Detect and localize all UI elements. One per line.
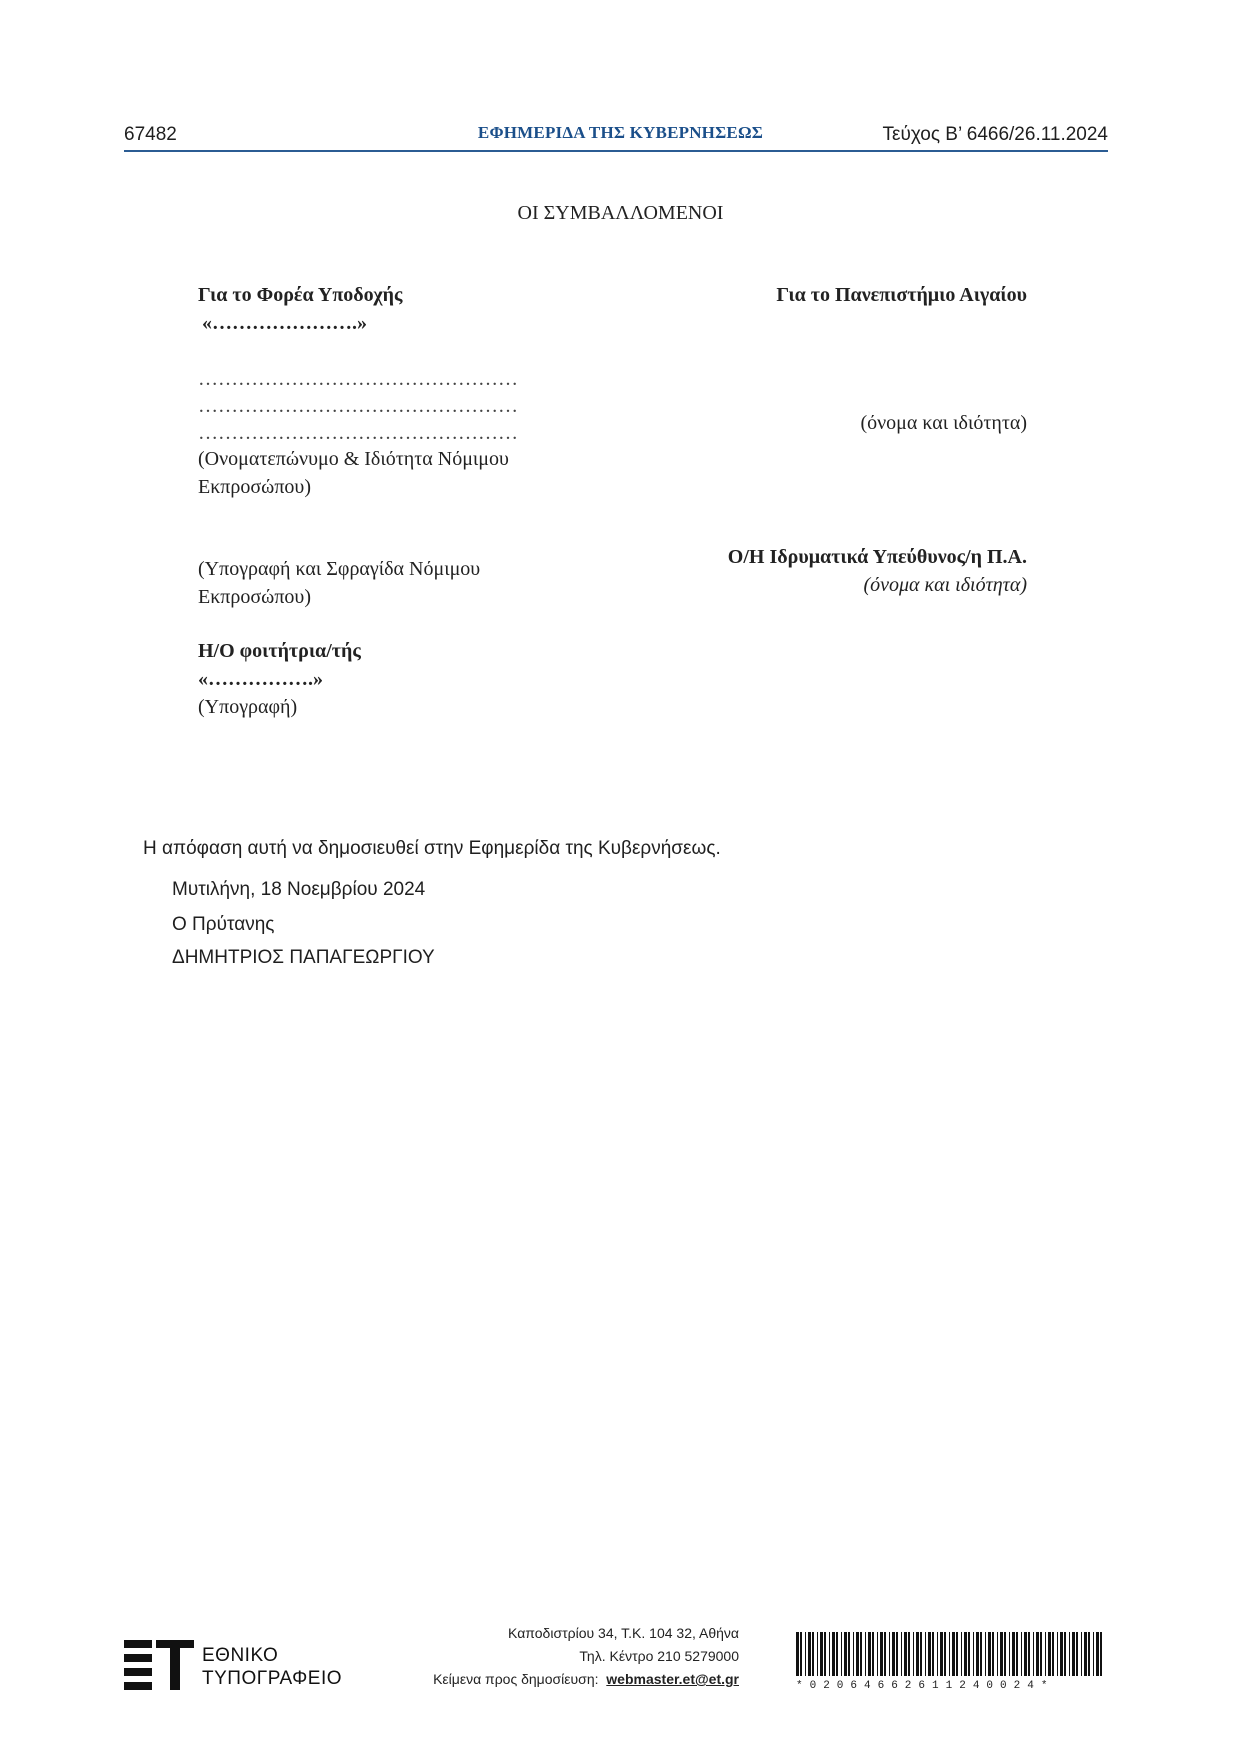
barcode-text: *02064662611240024* bbox=[796, 1680, 1055, 1692]
submission-email-link[interactable]: webmaster.et@et.gr bbox=[606, 1671, 739, 1687]
host-heading: Για το Φορέα Υποδοχής bbox=[198, 284, 403, 306]
signatory-name: ΔΗΜΗΤΡΙΟΣ ΠΑΠΑΓΕΩΡΓΙΟΥ bbox=[172, 947, 435, 968]
student-heading: Η/Ο φοιτήτρια/τής bbox=[198, 640, 361, 662]
university-caption: (όνομα και ιδιότητα) bbox=[860, 412, 1027, 434]
host-caption-line2: Εκπροσώπου) bbox=[198, 476, 311, 498]
gazette-title: ΕΦΗΜΕΡΙΔΑ ΤΗΣ ΚΥΒΕΡΝΗΣΕΩΣ bbox=[477, 123, 764, 142]
dotted-line: ………………………………………… bbox=[198, 395, 518, 417]
footer-phone: Τηλ. Κέντρο 210 5279000 bbox=[579, 1648, 739, 1664]
et-logo-icon bbox=[124, 1640, 194, 1690]
footer-submission bbox=[433, 1671, 739, 1687]
student-name-placeholder: «…………….» bbox=[198, 668, 323, 690]
dotted-line: ………………………………………… bbox=[198, 368, 518, 390]
signatory-role: Ο Πρύτανης bbox=[172, 914, 275, 935]
header-rule bbox=[124, 150, 1108, 152]
logo-text-line1: ΕΘΝΙΚΟ bbox=[202, 1645, 279, 1666]
institutional-heading: Ο/Η Ιδρυματικά Υπεύθυνος/η Π.Α. bbox=[727, 546, 1027, 568]
host-name-placeholder: «………………….» bbox=[202, 312, 367, 334]
barcode-icon bbox=[796, 1632, 1104, 1676]
host-signature-line2: Εκπροσώπου) bbox=[198, 586, 311, 608]
publication-note: Η απόφαση αυτή να δημοσιευθεί στην Εφημερίδα της Κυβερνήσεως. bbox=[143, 838, 721, 859]
institutional-caption: (όνομα και ιδιότητα) bbox=[863, 574, 1027, 596]
university-heading: Για το Πανεπιστήμιο Αιγαίου bbox=[776, 284, 1027, 306]
place-date: Μυτιλήνη, 18 Νοεμβρίου 2024 bbox=[172, 879, 426, 900]
parties-title: ΟΙ ΣΥΜΒΑΛΛΟΜΕΝΟΙ bbox=[517, 202, 724, 224]
footer-address: Καποδιστρίου 34, Τ.Κ. 104 32, Αθήνα bbox=[508, 1625, 739, 1641]
logo-text-line2: ΤΥΠΟΓΡΑΦΕΙΟ bbox=[202, 1668, 343, 1689]
page-number: 67482 bbox=[124, 124, 177, 145]
dotted-line: ………………………………………… bbox=[198, 422, 518, 444]
host-caption-line1: (Ονοματεπώνυμο & Ιδιότητα Νόμιμου bbox=[198, 448, 509, 470]
submission-label: Κείμενα προς δημοσίευση: bbox=[433, 1671, 599, 1687]
issue-reference: Τεύχος Β’ 6466/26.11.2024 bbox=[882, 124, 1108, 145]
host-signature-line1: (Υπογραφή και Σφραγίδα Νόμιμου bbox=[198, 558, 481, 580]
student-signature-caption: (Υπογραφή) bbox=[198, 696, 298, 718]
